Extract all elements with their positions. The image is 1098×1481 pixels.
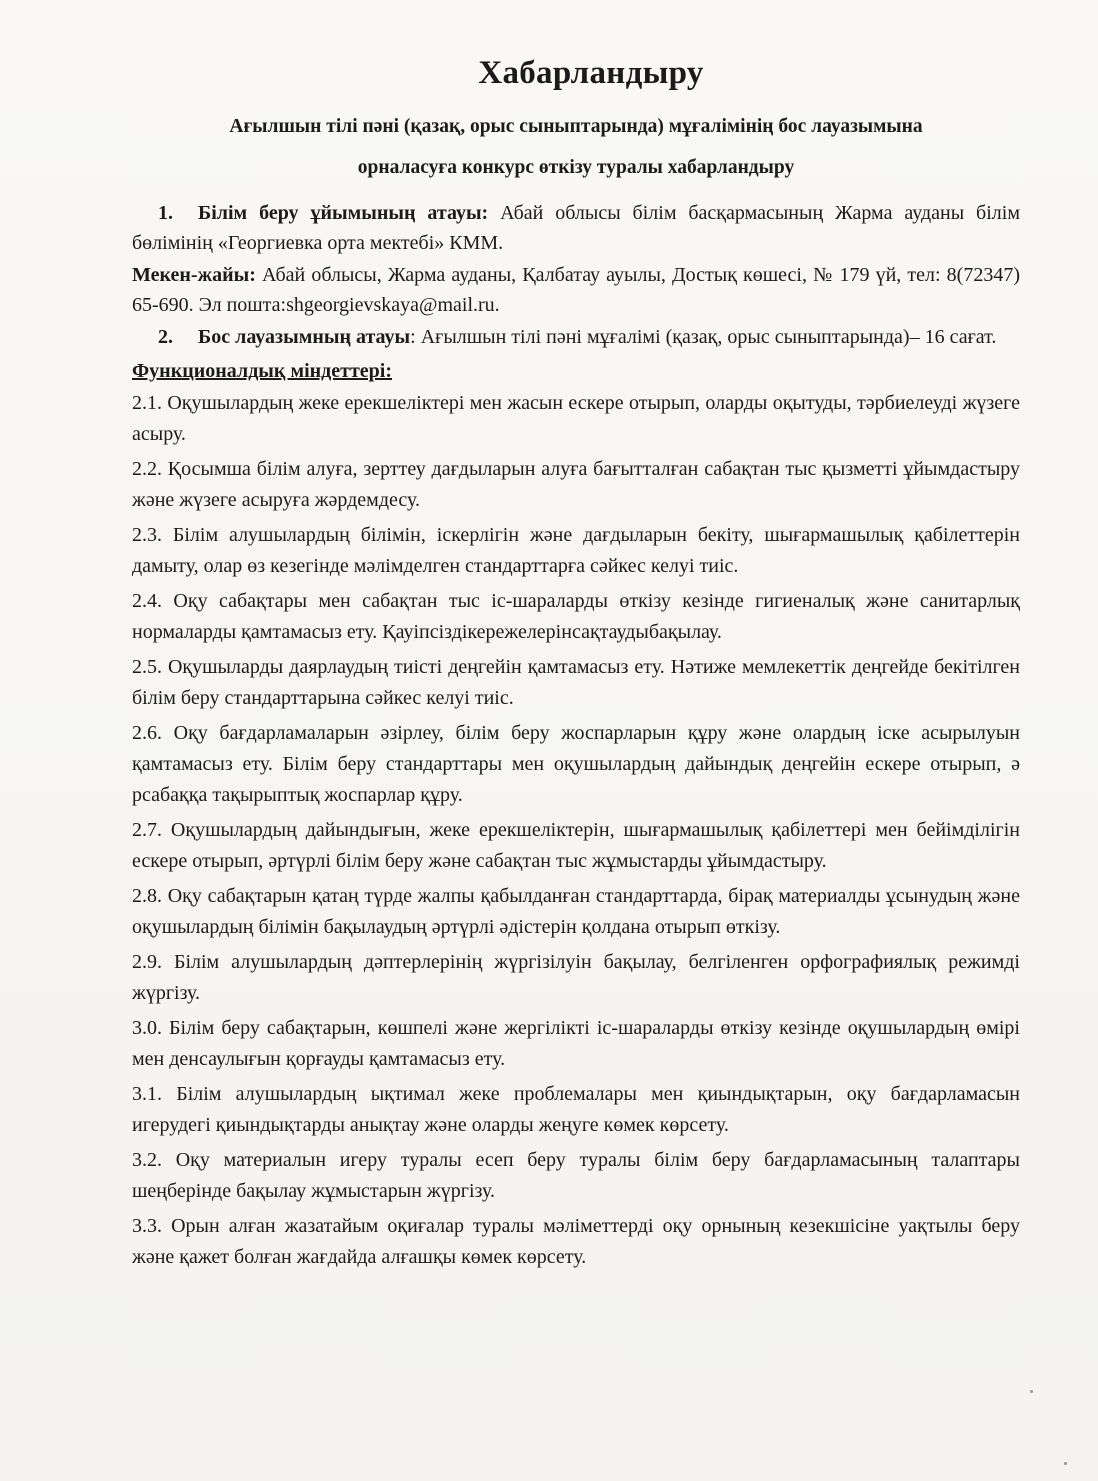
duty-item: 2.9. Білім алушылардың дәптерлерінің жүргізілуін бақылау, белгіленген орфографиялық режимді жүргізу.: [132, 951, 1020, 1004]
subtitle-line-2: орналасуға конкурс өткізу туралы хабарландыру: [357, 157, 795, 178]
subtitle-line-1: Ағылшын тілі пәні (қазақ, орыс сыныптарында) мұғалімінің бос лауазымына: [229, 116, 923, 137]
section-1-label: Білім беру ұйымының атауы:: [198, 202, 489, 224]
section-2-number: 2.: [158, 326, 173, 348]
duty-item: 3.0. Білім беру сабақтарын, көшпелі және жергілікті іс-шараларды өткізу кезінде оқушылардың өмірі мен денсаулығын қорғауды қамтамасыз ету.: [132, 1017, 1020, 1070]
scan-speck: [1064, 1462, 1067, 1465]
duty-item: 2.8. Оқу сабақтарын қатаң түрде жалпы қабылданған стандарттарда, бірақ материалды ұсынудың және оқушылардың білімін бақылаудың әртүрлі әдістерін қолдана отырып өткізу.: [132, 885, 1020, 938]
duty-item: 2.6. Оқу бағдарламаларын әзірлеу, білім беру жоспарларын құру және олардың іске асырылуын қамтамасыз ету. Білім беру стандарттары мен оқушылардың дайындық деңгейін ескере отырып, ә рсабаққа тақырыптық жоспарлар құру.: [132, 722, 1020, 806]
duty-item: 2.3. Білім алушылардың білімін, іскерлігін және дағдыларын бекіту, шығармашылық қабілеттерін дамыту, олар өз кезегінде мәлімделген стандарттарға сәйкес келуі тиіс.: [132, 524, 1020, 577]
address-text: Абай облысы, Жарма ауданы, Қалбатау ауылы, Достық көшесі, № 179 үй, тел: 8(72347) 65-690. Эл пошта:shgeorgievskaya@mail.ru.: [132, 264, 1020, 316]
duties-list: [132, 388, 1020, 1273]
document-subtitle: [132, 112, 1020, 182]
section-1: [132, 198, 1020, 258]
duty-item: 3.3. Орын алған жазатайым оқиғалар туралы мәліметтерді оқу орнының кезекшісіне уақтылы беру және қажет болған жағдайда алғашқы көмек көрсету.: [132, 1215, 1020, 1268]
duty-item: 2.4. Оқу сабақтары мен сабақтан тыс іс-шараларды өткізу кезінде гигиеналық және санитарлық нормаларды қамтамасыз ету. Қауіпсіздікережелерінсақтаудыбақылау.: [132, 590, 1020, 643]
section-1-number: 1.: [158, 202, 173, 224]
duty-item: 2.7. Оқушылардың дайындығын, жеке ерекшеліктерін, шығармашылық қабілеттері мен бейімділігін ескере отырып, әртүрлі білім беру және сабақтан тыс жұмыстарды ұйымдастыру.: [132, 819, 1020, 872]
section-2-label: Бос лауазымның атауы: [198, 326, 411, 348]
address-block: [132, 260, 1020, 320]
duty-item: 3.1. Білім алушылардың ықтимал жеке проблемалары мен қиындықтарын, оқу бағдарламасын игерудегі қиындықтарды анықтау және оларды жеңуге көмек көрсету.: [132, 1083, 1020, 1136]
section-2: [132, 322, 1020, 352]
duty-item: 3.2. Оқу материалын игеру туралы есеп беру туралы білім беру бағдарламасының талаптары шеңберінде бақылау жұмыстарын жүргізу.: [132, 1149, 1020, 1202]
duty-item: 2.1. Оқушылардың жеке ерекшеліктері мен жасын ескере отырып, оларды оқытуды, тәрбиелеуді жүзеге асыру.: [132, 392, 1020, 445]
section-1-text: Абай облысы білім басқармасының Жарма ауданы білім бөлімінің «Георгиевка орта мектебі» КММ.: [132, 202, 1020, 254]
scan-speck: [1030, 1390, 1033, 1393]
address-label: Мекен-жайы:: [132, 264, 256, 286]
duty-item: 2.5. Оқушыларды даярлаудың тиісті деңгейін қамтамасыз ету. Нәтиже мемлекеттік деңгейде бекітілген білім беру стандарттарына сәйкес келуі тиіс.: [132, 656, 1020, 709]
section-2-text: : Ағылшын тілі пәні мұғалімі (қазақ, орыс сыныптарында)– 16 сағат.: [410, 326, 997, 348]
duty-item: 2.2. Қосымша білім алуға, зерттеу дағдыларын алуға бағытталған сабақтан тыс қызметті ұйымдастыру және жүзеге асыруға жәрдемдесу.: [132, 458, 1020, 511]
duties-heading: Функционалдық міндеттері:: [132, 360, 393, 382]
document-title: Хабарландыру: [478, 55, 704, 91]
